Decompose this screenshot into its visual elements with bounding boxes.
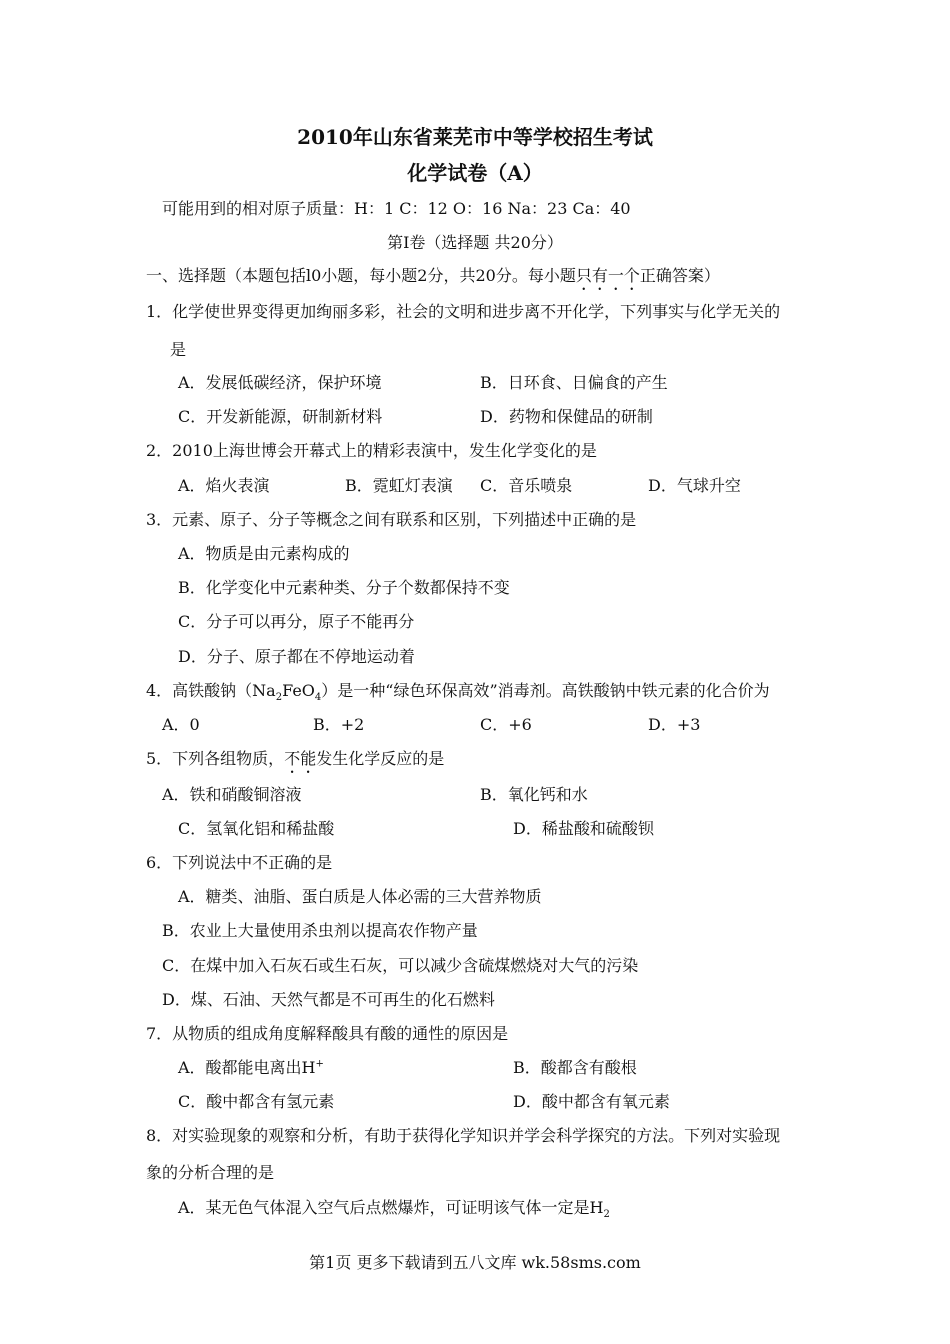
section-heading: 第Ⅰ卷（选择题 共20分） (387, 233, 563, 252)
instructions (146, 266, 720, 294)
q5-stem-prefix: 5．下列各组物质， (146, 749, 285, 768)
q1-option-d: D．药物和保健品的研制 (480, 407, 653, 426)
q1-option-a: A．发展低碳经济，保护环境 (178, 373, 382, 392)
q8-option-a-text: A．某无色气体混入空气后点燃爆炸，可证明该气体一定是H (178, 1198, 604, 1217)
q4-stem-mid: FeO (282, 681, 315, 700)
q5-stem-suffix: 发生化学反应的是 (316, 749, 445, 768)
q5-stem-emphasis: 不能 (284, 749, 317, 768)
q2-option-c: C．音乐喷泉 (480, 476, 573, 495)
q8-option-a-sub: 2 (603, 1209, 610, 1221)
q1-option-c: C．开发新能源，研制新材料 (178, 407, 383, 426)
q6-option-a: A．糖类、油脂、蛋白质是人体必需的三大营养物质 (178, 887, 542, 906)
q4-option-a: A．0 (162, 715, 200, 734)
q4-stem-suffix: ）是一种“绿色环保高效”消毒剂。高铁酸钠中铁元素的化合价为 (321, 681, 770, 700)
q6-option-c: C．在煤中加入石灰石或生石灰，可以减少含硫煤燃烧对大气的污染 (162, 956, 639, 975)
q5-option-d: D．稀盐酸和硫酸钡 (513, 819, 654, 838)
q6-option-b: B．农业上大量使用杀虫剂以提高农作物产量 (162, 921, 478, 940)
q3-option-d: D．分子、原子都在不停地运动着 (178, 647, 415, 666)
instructions-emphasis: 只有一个 (575, 266, 640, 285)
q3-option-c: C．分子可以再分，原子不能再分 (178, 612, 415, 631)
q4-sub-1: 2 (275, 692, 283, 704)
q5-option-b: B．氧化钙和水 (480, 785, 588, 804)
q8-option-a (178, 1198, 610, 1221)
instructions-prefix: 一、选择题（本题包括l0小题，每小题2分，共20分。每小题 (146, 266, 576, 285)
q7-option-d: D．酸中都含有氧元素 (513, 1092, 670, 1111)
q1-stem-cont: 是 (170, 340, 187, 359)
q1-option-b: B．日环食、日偏食的产生 (480, 373, 668, 392)
q4-option-d: D．+3 (648, 715, 701, 734)
q4-option-c: C．+6 (480, 715, 532, 734)
q6-option-d: D．煤、石油、天然气都是不可再生的化石燃料 (162, 990, 495, 1009)
q5-option-a: A．铁和硝酸铜溶液 (162, 785, 302, 804)
q2-option-d: D．气球升空 (648, 476, 741, 495)
q5-option-c: C．氢氧化铝和稀盐酸 (178, 819, 335, 838)
q3-option-b: B．化学变化中元素种类、分子个数都保持不变 (178, 578, 510, 597)
page-footer: 第1页 更多下载请到五八文库 wk.58sms.com (309, 1253, 641, 1272)
q5-stem (146, 749, 444, 777)
q7-option-a (178, 1058, 324, 1078)
q7-option-a-text: A．酸都能电离出H (178, 1058, 316, 1077)
atomic-masses: 可能用到的相对原子质量：H：1 C：12 O：16 Na：23 Ca：40 (162, 199, 631, 218)
q1-stem: 1．化学使世界变得更加绚丽多彩，社会的文明和进步离不开化学，下列事实与化学无关的 (146, 302, 781, 321)
q7-option-b: B．酸都含有酸根 (513, 1058, 637, 1077)
q3-option-a: A．物质是由元素构成的 (178, 544, 350, 563)
q8-stem-cont: 象的分析合理的是 (146, 1163, 275, 1182)
q6-stem: 6．下列说法中不正确的是 (146, 853, 333, 872)
q3-stem: 3．元素、原子、分子等概念之间有联系和区别，下列描述中正确的是 (146, 510, 637, 529)
q2-option-a: A．焰火表演 (178, 476, 270, 495)
q8-stem: 8．对实验现象的观察和分析，有助于获得化学知识并学会科学探究的方法。下列对实验现 (146, 1126, 781, 1145)
q4-stem-prefix: 4．高铁酸钠（Na (146, 681, 276, 700)
q4-sub-2: 4 (314, 692, 322, 704)
q7-option-c: C．酸中都含有氢元素 (178, 1092, 335, 1111)
exam-subtitle: 化学试卷（A） (407, 161, 543, 185)
q4-stem (146, 681, 770, 704)
q7-option-a-sup: + (315, 1058, 324, 1070)
instructions-suffix: 正确答案） (639, 266, 720, 285)
q4-option-b: B．+2 (313, 715, 365, 734)
q2-stem: 2．2010上海世博会开幕式上的精彩表演中，发生化学变化的是 (146, 441, 597, 460)
q2-option-b: B．霓虹灯表演 (345, 476, 453, 495)
exam-title: 2010年山东省莱芜市中等学校招生考试 (297, 125, 653, 149)
q7-stem: 7．从物质的组成角度解释酸具有酸的通性的原因是 (146, 1024, 509, 1043)
